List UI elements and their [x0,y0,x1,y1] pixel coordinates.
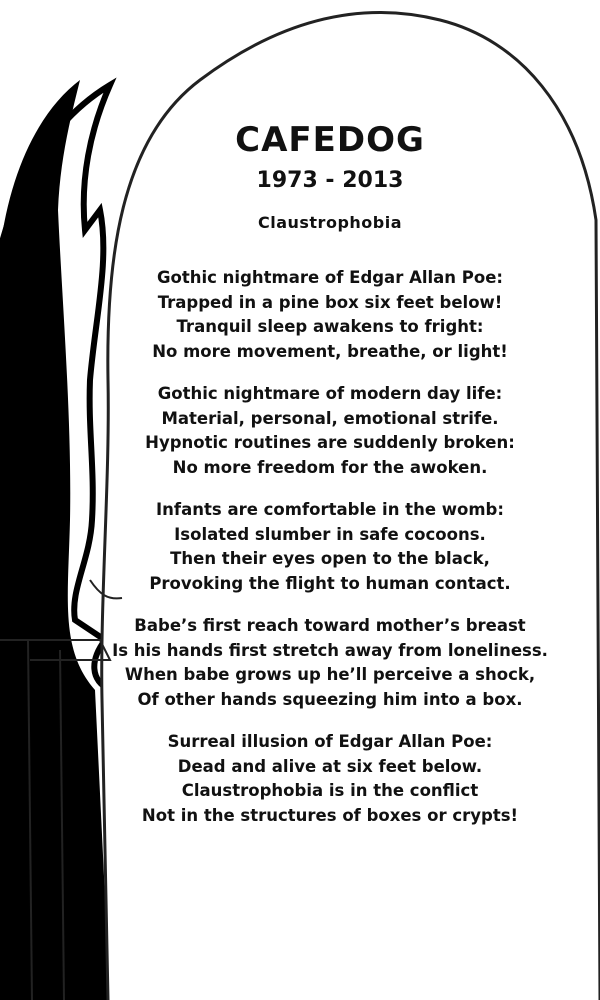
poem-line: Trapped in a pine box six feet below! [157,292,503,312]
poem-title: Claustrophobia [257,213,403,232]
poem-line: Infants are comfortable in the womb: [156,500,504,519]
poem-stanza [100,266,560,364]
deceased-name: CAFEDOG [235,120,425,160]
poem-line: Babe’s first reach toward mother’s breast [134,616,526,635]
poem-line: When babe grows up he’ll perceive a shock, [124,665,536,684]
poem-stanza [100,614,560,712]
poem-stanza [100,382,560,480]
poem-line: Of other hands squeezing him into a box. [137,689,523,709]
poem [100,266,560,828]
poem-line: Hypnotic routines are suddenly broken: [145,433,515,452]
poem-line: Gothic nightmare of modern day life: [157,384,503,403]
poem-line: Isolated slumber in safe cocoons. [174,524,486,544]
life-dates: 1973 - 2013 [256,168,404,193]
poem-stanza [100,730,560,828]
poem-line: Gothic nightmare of Edgar Allan Poe: [156,268,504,287]
poem-stanza [100,498,560,596]
poem-line: Tranquil sleep awakens to fright: [176,317,484,336]
poem-line: Surreal illusion of Edgar Allan Poe: [167,732,493,751]
poem-line: Dead and alive at six feet below. [177,756,483,776]
poem-line: Material, personal, emotional strife. [161,408,499,428]
poem-line: No more movement, breathe, or light! [152,341,508,361]
poem-line: Is his hands first stretch away from loneliness. [112,640,548,660]
poem-line: Then their eyes open to the black, [170,549,490,568]
poem-line: No more freedom for the awoken. [172,457,488,477]
poem-line: Not in the structures of boxes or crypts! [141,805,519,825]
poem-line: Provoking the flight to human contact. [149,573,511,593]
epitaph [100,118,560,846]
poem-line: Claustrophobia is in the conflict [181,781,479,800]
